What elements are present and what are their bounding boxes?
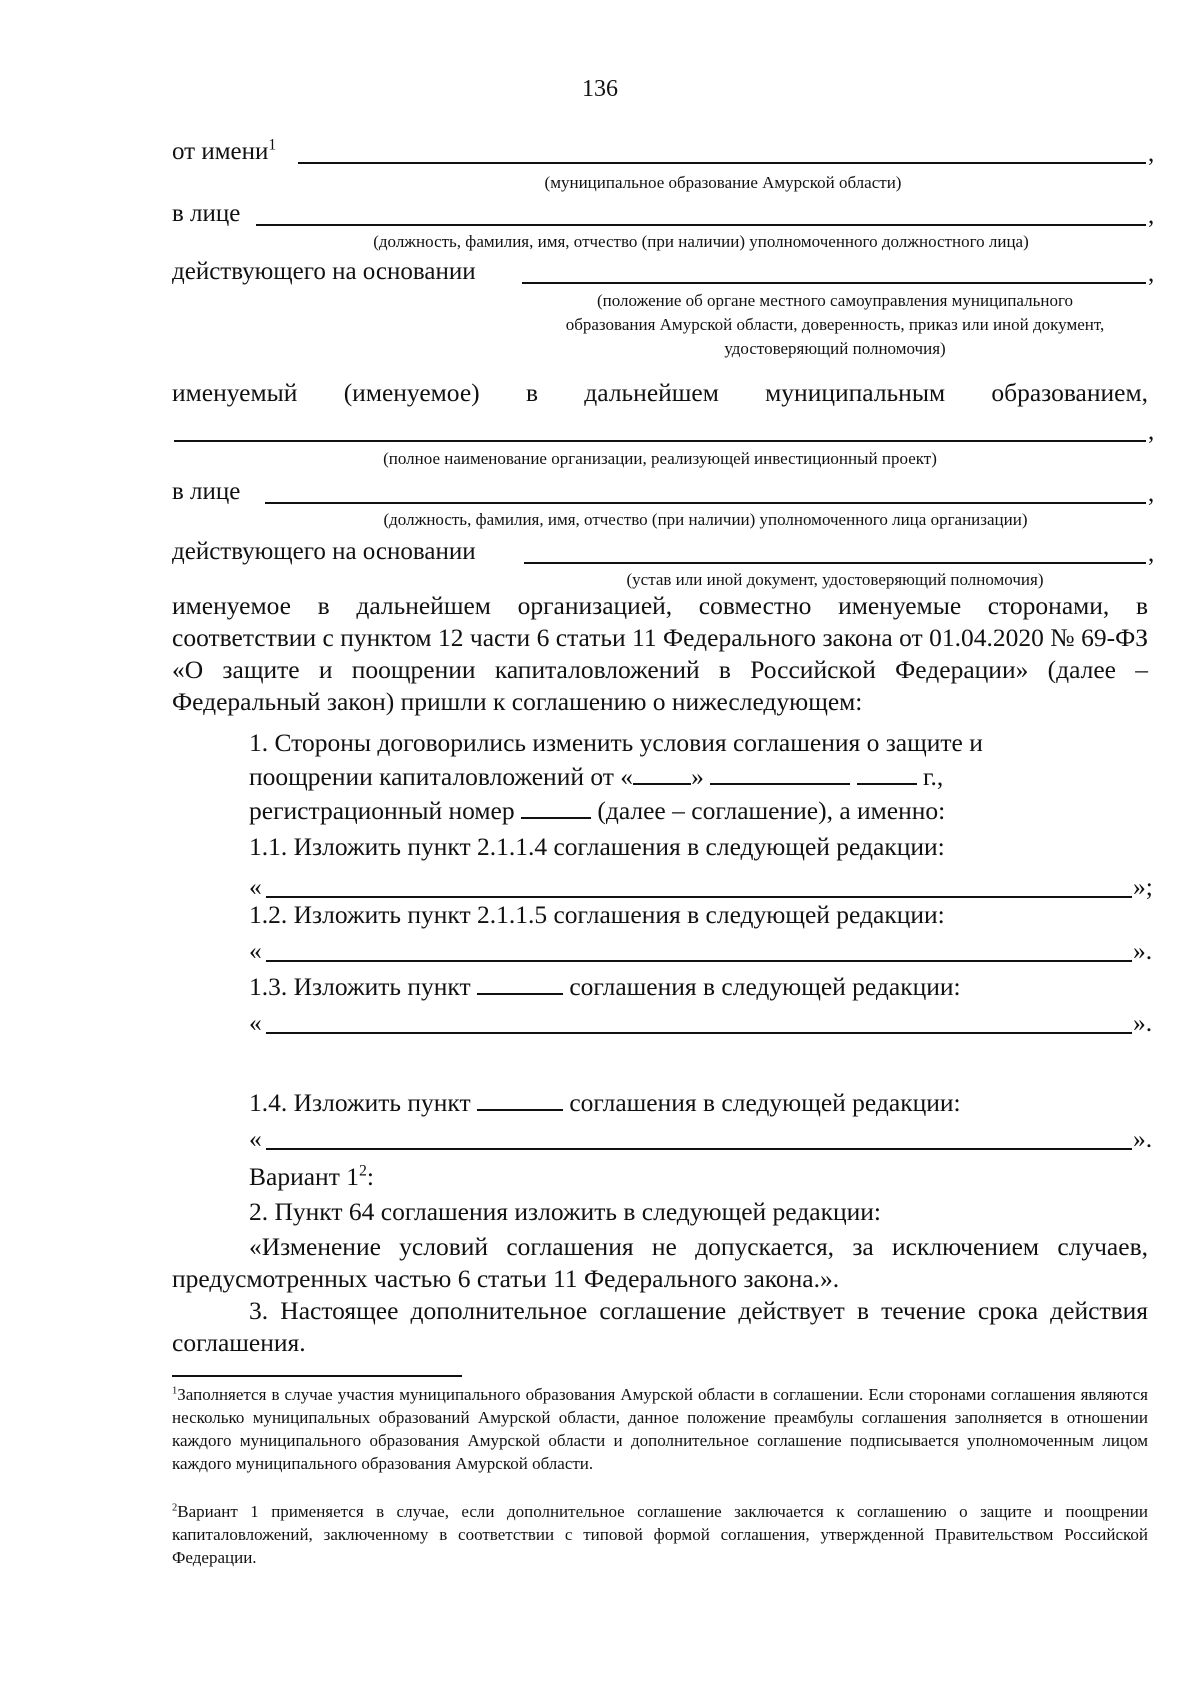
footnote-separator (172, 1375, 462, 1377)
comma: , (1148, 540, 1155, 567)
footnote-1 (172, 1383, 1148, 1475)
intro-paragraph: именуемое в дальнейшем организацией, совместно именуемые сторонами, в соответствии с пунктом 12 части 6 статьи 11 Федерального закона от 01.04.2020 № 69-ФЗ «О защите и поощрении капиталовложений в Российской Федерации» (далее – Федеральный закон) пришли к соглашению о нижеследующем: (172, 591, 1148, 716)
acting-basis-label: действующего на основании (172, 258, 476, 285)
subclause-1-4-suffix: соглашения в следующей редакции: (569, 1088, 961, 1117)
footnote-2-mark: 2 (172, 1502, 178, 1514)
variant-heading (249, 1162, 374, 1192)
represented-by-label: в лице (172, 200, 241, 227)
month-field[interactable] (710, 763, 850, 785)
clause-1-line-3 (249, 796, 945, 826)
official-caption: (должность, фамилия, имя, отчество (при наличии) уполномоченного должностного лица) (373, 232, 1029, 251)
acting-basis-field[interactable] (522, 282, 1146, 284)
clause-1-date-prefix: поощрении капиталовложений от « (249, 762, 634, 791)
org-represented-by-label: в лице (172, 478, 241, 505)
clause-2-text: «Изменение условий соглашения не допускается, за исключением случаев, предусмотренных частью 6 статьи 11 Федерального закона.». (172, 1232, 1148, 1293)
org-basis-label: действующего на основании (172, 538, 476, 565)
org-basis-caption: (устав или иной документ, удостоверяющий полномочия) (626, 570, 1044, 589)
subclause-1-2-text-field[interactable] (266, 960, 1132, 962)
clause-1-reg-number-suffix: (далее – соглашение), а именно: (597, 796, 946, 825)
subclause-1-4 (249, 1088, 961, 1118)
on-behalf-label-text: от имени (172, 138, 269, 165)
subclause-1-4-text-field[interactable] (266, 1148, 1132, 1150)
subclause-1-4-point-field[interactable] (477, 1089, 563, 1111)
footnote-1-text: Заполняется в случае участия муниципального образования Амурской области в соглашении. Если сторонами соглашения являются несколько муниципальных образований Амурской области, данное положение преамбулы соглашения заполняется в отношении каждого муниципального образования Амурской области и дополнительное соглашение подписывается уполномоченным лицом каждого муниципального образования Амурской области. (172, 1385, 1148, 1473)
subclause-1-4-open-quote: « (249, 1124, 262, 1153)
subclause-1-3-suffix: соглашения в следующей редакции: (569, 972, 961, 1001)
subclause-1-2: 1.2. Изложить пункт 2.1.1.5 соглашения в следующей редакции: (249, 900, 945, 929)
org-basis-field[interactable] (524, 562, 1146, 564)
subclause-1-1-open-quote: « (249, 872, 262, 901)
subclause-1-3 (249, 972, 961, 1002)
acting-basis-caption: (положение об органе местного самоуправления муниципального образования Амурской области, доверенность, приказ или иной документ, удостоверяющий полномочия) (565, 291, 1105, 358)
subclause-1-1-close: »; (1133, 872, 1153, 901)
clause-1-reg-number-label: регистрационный номер (249, 796, 515, 825)
comma: , (1148, 480, 1155, 507)
subclause-1-3-text-field[interactable] (266, 1032, 1132, 1034)
subclause-1-1: 1.1. Изложить пункт 2.1.1.4 соглашения в следующей редакции: (249, 832, 945, 861)
footnote-1-mark: 1 (172, 1385, 178, 1397)
comma: , (1148, 260, 1155, 287)
comma: , (1148, 202, 1155, 229)
subclause-1-2-open-quote: « (249, 936, 262, 965)
year-field[interactable] (857, 763, 917, 785)
municipality-caption: (муниципальное образование Амурской области) (544, 173, 902, 192)
subclause-1-2-close: ». (1133, 936, 1153, 965)
comma: , (1148, 140, 1155, 167)
official-name-field[interactable] (256, 224, 1146, 226)
footnote-ref-1: 1 (268, 136, 277, 154)
footnote-2-text: Вариант 1 применяется в случае, если дополнительное соглашение заключается к соглашению о защите и поощрении капиталовложений, заключенному в соответствии с типовой формой соглашения, утвержденной Правительством Российской Федерации. (172, 1502, 1148, 1567)
organization-caption: (полное наименование организации, реализующей инвестиционный проект) (383, 449, 937, 468)
clause-2-line-1: 2. Пункт 64 соглашения изложить в следующей редакции: (249, 1197, 881, 1226)
variant-colon: : (366, 1162, 374, 1191)
clause-1-year-suffix: г., (922, 762, 944, 791)
subclause-1-1-text-field[interactable] (266, 896, 1132, 898)
variant-label: Вариант 1 (249, 1162, 359, 1191)
organization-name-field[interactable] (174, 440, 1146, 442)
subclause-1-4-prefix: 1.4. Изложить пункт (249, 1088, 471, 1117)
subclause-1-3-point-field[interactable] (477, 973, 563, 995)
on-behalf-label (172, 138, 276, 166)
subclause-1-3-open-quote: « (249, 1008, 262, 1037)
subclause-1-3-prefix: 1.3. Изложить пункт (249, 972, 471, 1001)
subclause-1-4-close: ». (1133, 1124, 1153, 1153)
org-official-name-field[interactable] (265, 502, 1146, 504)
clause-1-quote-close: » (691, 762, 704, 791)
page-number: 136 (582, 76, 618, 102)
clause-3-text: 3. Настоящее дополнительное соглашение действует в течение срока действия соглашения. (172, 1296, 1148, 1357)
registration-number-field[interactable] (521, 797, 591, 819)
named-municipality-line: именуемый (именуемое) в дальнейшем муниципальным образованием, (172, 378, 1148, 407)
footnote-2 (172, 1500, 1148, 1569)
comma: , (1148, 418, 1155, 445)
clause-1-line-1: 1. Стороны договорились изменить условия соглашения о защите и (249, 728, 983, 757)
day-field[interactable] (633, 763, 691, 785)
footnote-ref-2: 2 (358, 1162, 367, 1180)
clause-1-line-2 (249, 762, 943, 792)
org-official-caption: (должность, фамилия, имя, отчество (при наличии) уполномоченного лица организации) (383, 510, 1028, 529)
subclause-1-3-close: ». (1133, 1008, 1153, 1037)
municipality-name-field[interactable] (298, 162, 1146, 164)
